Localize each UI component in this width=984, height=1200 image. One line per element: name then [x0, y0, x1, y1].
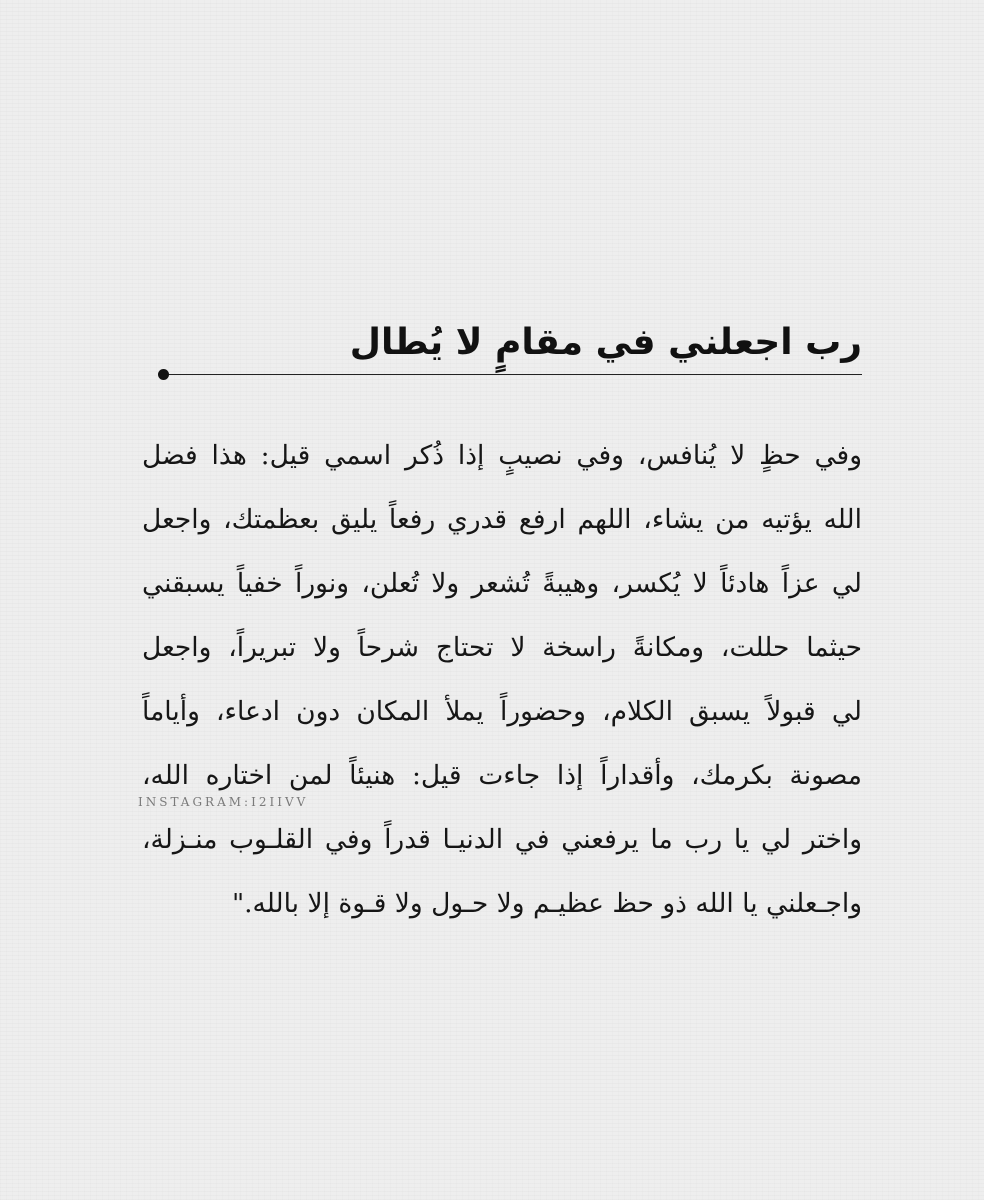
title-underline-dot: [158, 369, 169, 380]
title-underline: [166, 374, 862, 375]
body-line-4: حيثما حللت، ومكانةً راسخة لا تحتاج شرحاً ولا تبريراً، واجعل: [142, 632, 862, 663]
quote-body: [142, 424, 862, 936]
body-line-2: الله يؤتيه من يشاء، اللهم ارفع قدري رفعاً يليق بعظمتك، واجعل: [142, 504, 862, 535]
body-line-6: مصونة بكرمك، وأقداراً إذا جاءت قيل: هنيئاً لمن اختاره الله،: [142, 760, 862, 791]
quote-title: رب اجعلني في مقامٍ لا يُطال: [349, 322, 862, 363]
body-line-3: لي عزاً هادئاً لا يُكسر، وهيبةً تُشعر ولا تُعلن، ونوراً خفياً يسبقني: [142, 568, 862, 599]
body-line-1: وفي حظٍ لا يُنافس، وفي نصيبٍ إذا ذُكر اسمي قيل: هذا فضل: [142, 440, 862, 471]
instagram-watermark: INSTAGRAM:I2IIVV: [138, 795, 309, 809]
body-line-5: لي قبولاً يسبق الكلام، وحضوراً يملأ المكان دون ادعاء، وأياماً: [142, 696, 862, 727]
body-line-8: واجـعلني يا الله ذو حظ عظيـم ولا حـول ولا قـوة إلا بالله.": [231, 888, 862, 919]
body-line-7: واختر لي يا رب ما يرفعني في الدنيـا قدراً وفي القلـوب منـزلة،: [142, 824, 862, 855]
